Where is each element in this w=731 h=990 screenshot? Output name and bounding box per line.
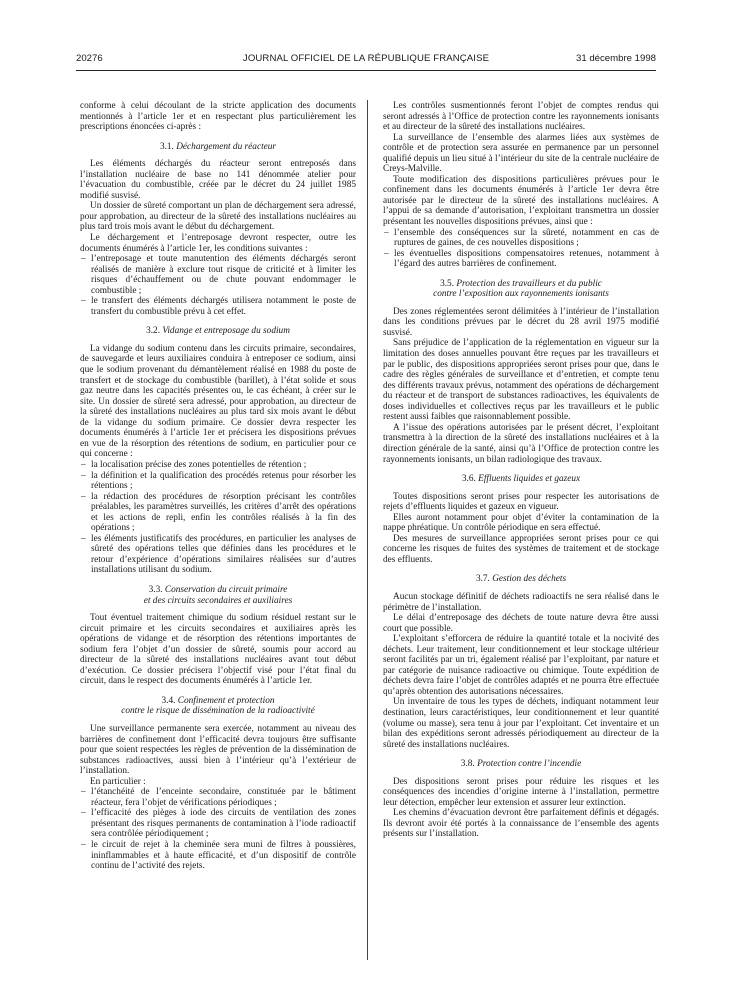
section-title-line2: contre le risque de dissémination de la radioactivité bbox=[121, 706, 315, 717]
section-3-8-heading bbox=[383, 759, 659, 770]
section-number: 3.2. bbox=[146, 326, 161, 337]
paragraph: En particulier : bbox=[90, 776, 146, 787]
section-title: Déchargement du réacteur bbox=[176, 141, 277, 152]
paragraph: Tout éventuel traitement chimique du sodium résiduel restant sur le circuit primaire et les circuits secondaires et auxiliaires après les opérations de vidange et de résorption des rétentions importantes de sodium fera l’objet d’un dossier de sûreté, soumis pour accord au directeur de la sûreté des installations nucléaires avant tout début d’exécution. Ce dossier précisera l’objectif visé pour l’état final du circuit, dans le respect des documents énumérés à l’article 1er. bbox=[80, 613, 356, 687]
page-header bbox=[76, 51, 656, 67]
list-item: – la définition et la qualification des procédés retenus pour résorber les rétentions ; bbox=[81, 470, 356, 492]
section-number: 3.5. bbox=[440, 278, 455, 289]
list-item: – les éventuelles dispositions compensatoires retenues, notamment à l’égard des autres barrières de confinement. bbox=[384, 248, 659, 270]
paragraph: Des mesures de surveillance appropriées seront prises pour ce qui concerne les risques de fuites des systèmes de traitement et de stockage des effluents. bbox=[383, 533, 659, 565]
dash-list bbox=[80, 787, 356, 871]
list-item: – l’entreposage et toute manutention des éléments déchargés seront réalisés de manière à exclure tout risque de criticité et à limiter les risques d’échauffement ou de chute pouvant endommager le combustible ; bbox=[81, 254, 356, 296]
section-number: 3.4. bbox=[161, 695, 176, 706]
column-divider bbox=[367, 100, 368, 960]
paragraph: Elles auront notamment pour objet d’éviter la contamination de la nappe phréatique. Un contrôle périodique en sera effectué. bbox=[383, 512, 659, 534]
list-item: – la rédaction des procédures de résorption précisant les contrôles préalables, les paramètres surveillés, les critères d’arrêt des opérations et les actions de repli, enfin les contrôles réalisés à la fin des opérations ; bbox=[81, 491, 356, 534]
paragraph: Un inventaire de tous les types de déchets, indiquant notamment leur destination, leurs caractéristiques, leur conditionnement et leur quantité (volume ou masse), sera tenu à jour par l’exploitant. Cet inventaire et un bilan des expéditions seront adressés périodiquement au directeur de la sûreté des installations nucléaires. bbox=[383, 697, 659, 750]
section-3-4-heading bbox=[80, 696, 356, 717]
paragraph: Les contrôles susmentionnés feront l’objet de comptes rendus qui seront adressés à l’Office de protection contre les rayonnements ionisants et au directeur de la sûreté des installations nucléaires. bbox=[383, 101, 659, 133]
intro-paragraph: conforme à celui découlant de la stricte application des documents mentionnés à l’article 1er et en respectant plus particulièrement les prescriptions énoncées ci-après : bbox=[80, 101, 356, 133]
section-title: Confinement et protection bbox=[177, 695, 275, 706]
paragraph: Le déchargement et l’entreposage devront respecter, outre les documents énumérés à l’article 1er, les conditions suivantes : bbox=[80, 233, 356, 254]
section-3-1-heading bbox=[80, 142, 356, 153]
list-item: – l’ensemble des conséquences sur la sûreté, notamment en cas de ruptures de gaines, de ces nouvelles dispositions ; bbox=[384, 227, 659, 249]
list-item: – les éléments justificatifs des procédures, en particulier les analyses de sûreté des opérations telles que définies dans les procédures et le retour d’expérience d’opérations similaires réalisées sur d’autres installations utilisant du sodium. bbox=[81, 533, 356, 576]
dash-list bbox=[383, 228, 659, 270]
journal-title: JOURNAL OFFICIEL DE LA RÉPUBLIQUE FRANÇAISE bbox=[242, 53, 490, 64]
section-3-2-heading bbox=[80, 326, 356, 337]
section-number: 3.1. bbox=[159, 141, 174, 152]
header-rule bbox=[76, 70, 656, 71]
list-item: – le transfert des éléments déchargés utilisera notamment le poste de transfert du combustible prévu à cet effet. bbox=[81, 296, 356, 317]
issue-date: 31 décembre 1998 bbox=[575, 53, 656, 64]
paragraph: La vidange du sodium contenu dans les circuits primaire, secondaires, de sauvegarde et leurs auxiliaires conduira à entreposer ce sodium, ainsi que le sodium provenant du démantèlement réalisé en 1988 du poste de transfert et de stockage du combustible (barillet), à l’état solide et sous gaz neutre dans les capacités présentes ou, le cas échéant, à créer sur le site. Un dossier de sûreté sera adressé, pour approbation, au directeur de la sûreté des installations nucléaires au plus tard six mois avant le début de la vidange du sodium primaire. Ce dossier devra respecter les documents énumérés à l’article 1er et précisera les dispositions prévues en vue de la résorption des rétentions de sodium, en particulier pour ce qui concerne : bbox=[80, 343, 356, 460]
section-title-line2: et des circuits secondaires et auxiliaires bbox=[143, 595, 293, 606]
left-column bbox=[80, 101, 356, 872]
section-3-3-heading bbox=[80, 585, 356, 606]
section-number: 3.3. bbox=[148, 584, 163, 595]
section-title: Gestion des déchets bbox=[492, 574, 567, 585]
paragraph: Des zones réglementées seront délimitées à l’intérieur de l’installation dans les conditions prévues par le décret du 28 avril 1975 modifié susvisé. bbox=[383, 306, 659, 338]
dash-list bbox=[80, 460, 356, 576]
right-column bbox=[383, 101, 659, 840]
section-title: Vidange et entreposage du sodium bbox=[162, 326, 290, 337]
paragraph: Des dispositions seront prises pour réduire les risques et les conséquences des incendies d’origine interne à l’installation, permettre leur détection, empêcher leur extension et assurer leur extinction. bbox=[383, 776, 659, 808]
paragraph: Les éléments déchargés du réacteur seront entreposés dans l’installation nucléaire de base no 141 dénommée atelier pour l’évacuation du combustible, créée par le décret du 24 juillet 1985 modifié susvisé. bbox=[80, 159, 356, 201]
list-item: – la localisation précise des zones potentielles de rétention ; bbox=[81, 459, 307, 470]
section-3-5-heading bbox=[383, 279, 659, 300]
section-3-6-heading bbox=[383, 474, 659, 485]
section-number: 3.6. bbox=[461, 474, 476, 485]
section-number: 3.8. bbox=[460, 759, 475, 770]
section-title: Conservation du circuit primaire bbox=[164, 584, 288, 595]
list-item: – l’efficacité des pièges à iode des circuits de ventilation des zones présentant des risques permanents de contamination à l’iode radioactif sera contrôlée périodiquement ; bbox=[81, 808, 356, 840]
dash-list bbox=[80, 254, 356, 317]
section-title: Effluents liquides et gazeux bbox=[478, 474, 581, 485]
paragraph: Toute modification des dispositions particulières prévues pour le confinement dans les documents énumérés à l’article 1er devra être autorisée par le directeur de la sûreté des installations nucléaires. A l’appui de sa demande d’autorisation, l’exploitant transmettra un dossier présentant les nouvelles dispositions prévues, ainsi que : bbox=[383, 174, 659, 228]
section-3-7-heading bbox=[383, 574, 659, 585]
paragraph: La surveillance de l’ensemble des alarmes liées aux systèmes de contrôle et de protection sera assurée en permanence par un personnel qualifié depuis un lieu situé à l’intérieur du site de la centrale nucléaire de Creys-Malville. bbox=[383, 132, 659, 175]
paragraph: Un dossier de sûreté comportant un plan de déchargement sera adressé, pour approbation, au directeur de la sûreté des installations nucléaires au plus tard trois mois avant le début du déchargement. bbox=[80, 201, 356, 233]
paragraph: Toutes dispositions seront prises pour respecter les autorisations de rejets d’effluents liquides et gazeux en vigueur. bbox=[383, 491, 659, 513]
paragraph: Le délai d’entreposage des déchets de toute nature devra être aussi court que possible. bbox=[383, 613, 659, 634]
section-title: Protection contre l’incendie bbox=[477, 759, 582, 770]
paragraph: Une surveillance permanente sera exercée, notamment au niveau des barrières de confinement dont l’efficacité devra toujours être suffisante pour que soient respectées les règles de prévention de la dissémination de substances radioactives, aussi bien à l’intérieur qu’à l’extérieur de l’installation. bbox=[80, 723, 356, 777]
paragraph: Les chemins d’évacuation devront être parfaitement définis et dégagés. Ils devront avoir été portés à la connaissance de l’ensemble des agents présents sur l’installation. bbox=[383, 808, 659, 840]
paragraph: L’exploitant s’efforcera de réduire la quantité totale et la nocivité des déchets. Leur traitement, leur conditionnement et leur stockage ultérieur seront facilités par un tri, également réalisé par l’exploitant, par nature et par catégorie de nuisance radioactive ou chimique. Toute expédition de déchets devra faire l’objet de contrôles adaptés et ne pourra être effectuée qu’après obtention des autorisations nécessaires. bbox=[383, 634, 659, 697]
section-title: Protection des travailleurs et du public bbox=[456, 278, 602, 289]
list-item: – le circuit de rejet à la cheminée sera muni de filtres à poussières, ininflammables et à haute efficacité, et d’un dispositif de contrôle continu de l’activité des rejets. bbox=[81, 840, 356, 872]
paragraph: A l’issue des opérations autorisées par le présent décret, l’exploitant transmettra à la direction de la sûreté des installations nucléaires et à la direction générale de la santé, ainsi qu’à l’Office de protection contre les rayonnements ionisants, un bilan radiologique des travaux. bbox=[383, 422, 659, 465]
section-title-line2: contre l’exposition aux rayonnements ionisants bbox=[433, 289, 609, 300]
section-number: 3.7. bbox=[475, 574, 490, 585]
paragraph: Sans préjudice de l’application de la réglementation en vigueur sur la limitation des doses annuelles pouvant être reçues par les travailleurs et par le public, des dispositions appropriées seront prises pour que, dans le cadre des règles générales de surveillance et d’entretien, et compte tenu des différents travaux prévus, notamment des opérations de déchargement du réacteur et de transport de substances radioactives, les équivalents de doses individuelles et collectives reçus par les travailleurs et le public restent aussi faibles que raisonnablement possible. bbox=[383, 338, 659, 423]
page-number: 20276 bbox=[76, 53, 103, 64]
list-item: – l’étanchéité de l’enceinte secondaire, constituée par le bâtiment réacteur, fera l’objet de vérifications périodiques ; bbox=[81, 787, 356, 808]
paragraph: Aucun stockage définitif de déchets radioactifs ne sera réalisé dans le périmètre de l’installation. bbox=[383, 591, 659, 613]
